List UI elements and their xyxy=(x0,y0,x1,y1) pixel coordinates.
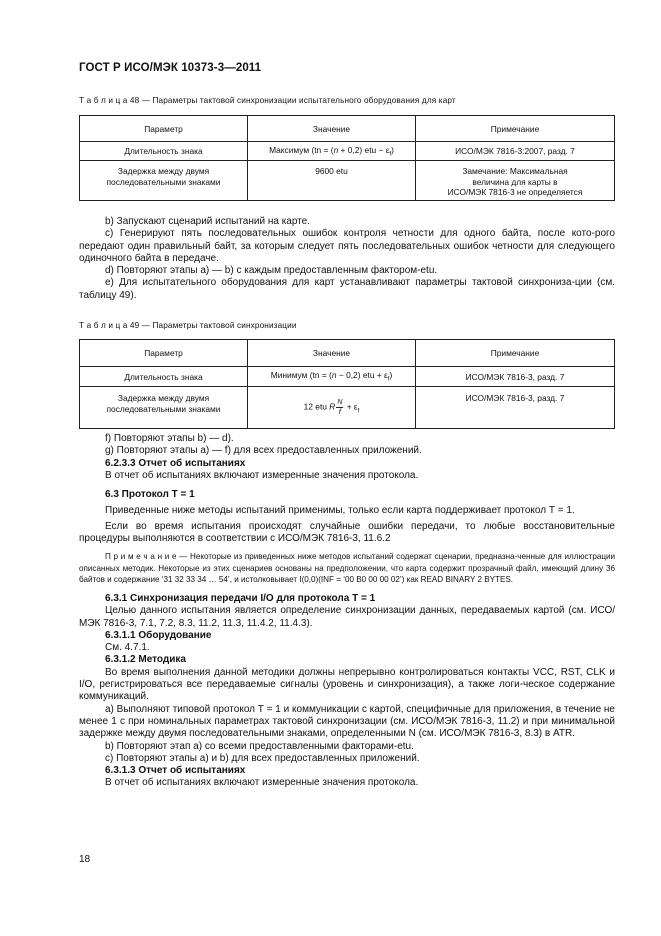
heading-6-3-1: 6.3.1 Синхронизация передачи I/O для протокола Т = 1 xyxy=(105,592,376,604)
table-header-row xyxy=(80,116,615,142)
document-header: ГОСТ Р ИСО/МЭК 10373-3—2011 xyxy=(79,62,262,74)
step-a: a) Выполняют типовой протокол Т = 1 и коммуникации с картой, специфичные для приложения, в течение не менее 1 с при номинальных параметрах тактовой синхронизации (см. ИСО/МЭК 7816-3, 11.2) и при минимальной задержке между двумя последовательными знаками, определенными N (см. ИСО/МЭК 7816-3, 8.3) в ATR. xyxy=(79,703,615,740)
cell-param: Длительность знака xyxy=(80,367,248,387)
table-49 xyxy=(79,339,615,429)
fraction: $\frac{N}{f}$ xyxy=(337,399,343,416)
paragraph: Целью данного испытания является определение синхронизации данных, передаваемых картой (см. ИСО/МЭК 7816-3, 7.1, 7.2, 8.3, 11.2, 11.3, 11.4.2, 11.4.3). xyxy=(79,605,615,629)
note: П р и м е ч а н и е — Некоторые из приведенных ниже методов испытаний содержат сценарии, предназна-ченные для иллюстрации описанных методик. Некоторые из этих сценариев основаны на предположении, что карта содержит прозрачный файл, имеющий длину 36 байтов и содержание ‘31 32 33 34 … 54’, и истолковывает I(0,0)(INF = ‘00 B0 00 00 02’) как READ BINARY 2 BYTES. xyxy=(79,552,615,584)
table-row xyxy=(80,161,615,201)
cell-param: Задержка между двумя последовательными знаками xyxy=(80,161,248,201)
body-steps-1 xyxy=(79,216,615,302)
step-b: b) Запускают сценарий испытаний на карте. xyxy=(105,216,310,227)
column-header: Параметр xyxy=(80,340,248,367)
step-d: d) Повторяют этапы а) — b) с каждым предоставленным фактором-etu. xyxy=(105,265,438,277)
cell-note: ИСО/МЭК 7816-3, разд. 7 xyxy=(416,367,615,387)
paragraph: Приведенные ниже методы испытаний применимы, только если карта поддерживает протокол Т = 1. xyxy=(105,505,575,517)
column-header: Параметр xyxy=(80,116,248,142)
step-e: e) Для испытательного оборудования для карт устанавливают параметры тактовой синхрониза-ции (см. таблицу 49). xyxy=(79,277,615,301)
table-header-row xyxy=(80,340,615,367)
table-48 xyxy=(79,115,615,201)
cell-value: 12 etu R $\frac{N}{f}$ + $\varepsilon_f$ xyxy=(248,387,416,429)
cell-value: 9600 etu xyxy=(248,161,416,201)
heading-6-2-3-3: 6.2.3.3 Отчет об испытаниях xyxy=(105,457,246,469)
column-header: Примечание xyxy=(416,116,615,142)
paragraph: В отчет об испытаниях включают измеренные значения протокола. xyxy=(105,777,419,789)
paragraph: См. 4.7.1. xyxy=(105,642,150,654)
table-48-caption: Т а б л и ц а 48 — Параметры тактовой синхронизации испытательного оборудования для карт xyxy=(79,96,456,105)
step-g: g) Повторяют этапы а) — f) для всех предоставленных приложений. xyxy=(105,445,422,457)
page-number: 18 xyxy=(79,854,91,865)
heading-6-3-1-2: 6.3.1.2 Методика xyxy=(105,654,186,666)
paragraph: Во время выполнения данной методики должны непрерывно контролироваться контакты VCC, RST, CLK и I/O, регистрироваться все передаваемые сигналы (уровень и синхронизация), а также логи-ческое содержание коммуникаций. xyxy=(79,666,615,703)
column-header: Значение xyxy=(248,340,416,367)
cell-param: Задержка между двумя последовательными знаками xyxy=(80,387,248,429)
step-f: f) Повторяют этапы b) — d). xyxy=(105,433,234,444)
cell-value: Максимум (tn = (n + 0,2) etu − $\varepsilon_f$) xyxy=(248,142,416,161)
paragraph: В отчет об испытаниях включают измеренные значения протокола. xyxy=(105,469,419,481)
cell-value: Минимум (tn = (n − 0,2) etu + $\varepsilon_f$) xyxy=(248,367,416,387)
table-row xyxy=(80,142,615,161)
cell-param: Длительность знака xyxy=(80,142,248,161)
body-section-2 xyxy=(79,433,615,790)
table-row xyxy=(80,387,615,429)
cell-note: Замечание: Максимальная величина для карты в ИСО/МЭК 7816-3 не определяется xyxy=(416,161,615,201)
step-c: c) Повторяют этапы а) и b) для всех предоставленных приложений. xyxy=(105,752,420,764)
table-49-caption: Т а б л и ц а 49 — Параметры тактовой синхронизации xyxy=(79,321,297,330)
column-header: Примечание xyxy=(416,340,615,367)
heading-6-3-1-3: 6.3.1.3 Отчет об испытаниях xyxy=(105,765,246,777)
step-b: b) Повторяют этап а) со всеми предоставленными факторами-etu. xyxy=(105,740,414,752)
paragraph: Если во время испытания происходят случайные ошибки передачи, то любые восстановительные процедуры выполняются в соответствии с ИСО/МЭК 7816-3, 11.6.2 xyxy=(79,520,615,545)
table-row xyxy=(80,367,615,387)
heading-6-3-1-1: 6.3.1.1 Оборудование xyxy=(105,629,212,641)
cell-note: ИСО/МЭК 7816-3:2007, разд. 7 xyxy=(416,142,615,161)
cell-note: ИСО/МЭК 7816-3, разд. 7 xyxy=(416,387,615,429)
column-header: Значение xyxy=(248,116,416,142)
step-c: c) Генерируют пять последовательных ошибок контроля четности для одного байта, после кото-рого передают один правильный байт, за которым следует пять последовательных ошибок четности для следующего одиночного байта в передаче. xyxy=(79,228,615,264)
heading-6-3: 6.3 Протокол Т = 1 xyxy=(105,489,195,501)
